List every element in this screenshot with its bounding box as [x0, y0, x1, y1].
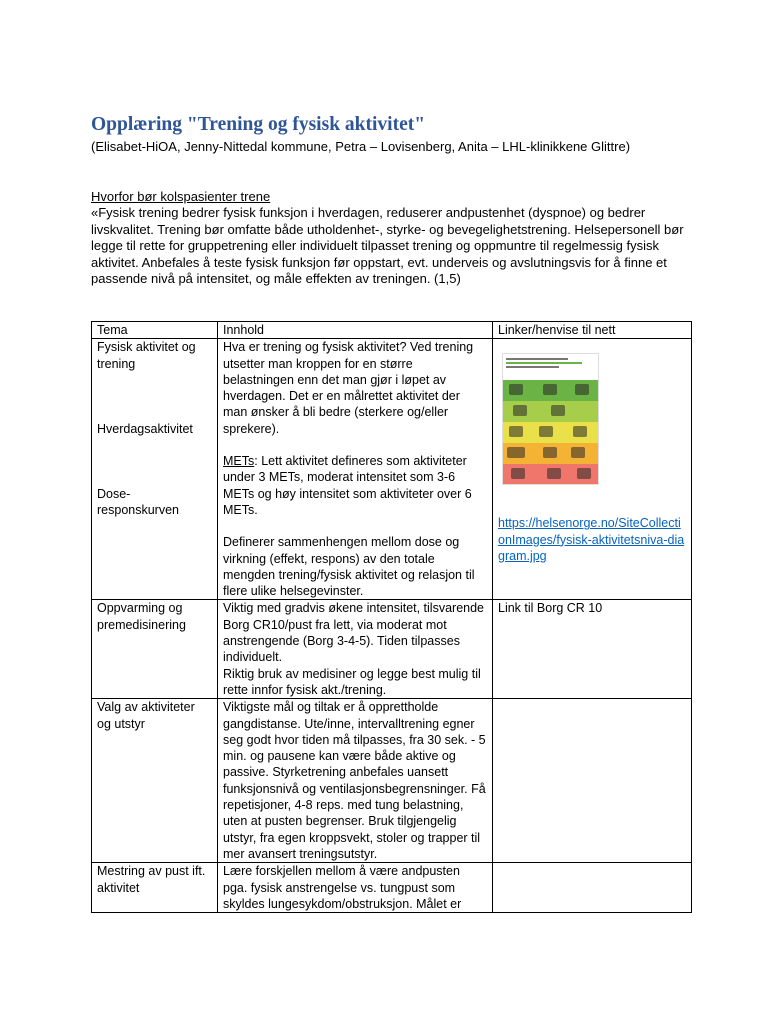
borg-link-cell[interactable]: Link til Borg CR 10 — [493, 600, 692, 699]
document-page — [91, 113, 691, 911]
innhold-dose-text: Definerer sammenhengen mellom dose og virkning (effekt, respons) av den totale mengden trening/fysisk aktivitet og relasjon til flere ulike helsegevinster. — [223, 535, 475, 599]
innhold-cell — [218, 600, 493, 699]
link-cell — [493, 339, 692, 600]
document-title: Opplæring "Trening og fysisk aktivitet" — [91, 114, 426, 135]
innhold-medisiner-text: Riktig bruk av medisiner og legge best mulig til rette innfor fysisk akt./trening. — [223, 666, 481, 697]
authors-line: (Elisabet-HiOA, Jenny-Nittedal kommune, Petra – Lovisenberg, Anita – LHL-klinikkene Glittre) — [91, 139, 631, 154]
tema-mestring-pust: Mestring av pust ift. aktivitet — [92, 863, 218, 913]
activity-level-infographic-image — [502, 353, 599, 485]
header-tema: Tema — [92, 322, 218, 339]
innhold-trening-text: Hva er trening og fysisk aktivitet? Ved trening utsetter man kroppen for en større belastningen enn det man gjør i løpet av hverdagen. Det er en målrettet aktivitet der man ønsker å bli bedre (sterkere og/eller sprekere). — [223, 340, 474, 436]
intro-paragraph: «Fysisk trening bedrer fysisk funksjon i hverdagen, reduserer andpustenhet (dyspnoe) og bedrer livskvalitet. Trening bør omfatte både utholdenhet-, styrke- og bevegelighetstrening. Helsepersonell bør legge til rette for gruppetrening eller individuelt tilpasset trening og oppmuntre til regelmessig fysisk aktivitet. Anbefales å teste fysisk funksjon før oppstart, evt. underveis og avslutningsvis for å finne et passende nivå på intensitet, og måle effekten av treningen. (1,5) — [91, 205, 684, 286]
table-row — [92, 863, 692, 913]
table-row — [92, 339, 692, 600]
table-row — [92, 699, 692, 863]
training-table — [91, 321, 692, 913]
section-heading: Hvorfor bør kolspasienter trene — [91, 189, 271, 204]
header-innhold: Innhold — [218, 322, 493, 339]
innhold-mestring-text: Lære forskjellen mellom å være andpusten pga. fysisk anstrengelse vs. tungpust som skyldes lungesykdom/obstruksjon. Målet er — [218, 863, 493, 913]
tema-cell — [92, 339, 218, 600]
table-header-row — [92, 322, 692, 339]
table-row — [92, 600, 692, 699]
innhold-cell — [218, 339, 493, 600]
empty-link-cell — [493, 863, 692, 913]
header-linker: Linker/henvise til nett — [493, 322, 692, 339]
tema-oppvarming: Oppvarming og premedisinering — [92, 600, 218, 699]
tema-valg-aktiviteter: Valg av aktiviteter og utstyr — [92, 699, 218, 863]
innhold-oppvarming-text: Viktig med gradvis økene intensitet, tilsvarende Borg CR10/pust fra lett, via moderat mot anstrengende (Borg 3-4-5). Tiden tilpasses individuelt. — [223, 601, 485, 665]
mets-term: METs — [223, 454, 255, 469]
tema-dose-respons: Dose-responskurven — [97, 487, 179, 518]
innhold-valg-text: Viktigste mål og tiltak er å opprettholde gangdistanse. Ute/inne, intervalltrening egner seg godt hvor tiden må tilpasses, fra 30 sek. - 5 min. og pausene kan være både aktive og passive. Styrketrening anbefales uansett funksjonsnivå og ventilasjonsbegrensninger. Få repetisjoner, 4-8 reps. med tung belastning, uten at pusten begrenser. Bruk tilgjengelig utstyr, fra egen kroppsvekt, stoler og trapper til mer avansert treningsutstyr. — [218, 699, 493, 863]
empty-link-cell — [493, 699, 692, 863]
tema-hverdagsaktivitet: Hverdagsaktivitet — [97, 421, 193, 436]
innhold-mets-text — [223, 453, 487, 518]
tema-fysisk-aktivitet: Fysisk aktivitet og trening — [97, 340, 196, 371]
mets-definition: : Lett aktivitet defineres som aktiviteter under 3 METs, moderat intensitet som 3-6 METs og høy intensitet som aktiviteter over 6 METs. — [223, 454, 472, 517]
helsenorge-diagram-link[interactable]: https://helsenorge.no/SiteCollectionImages/fysisk-aktivitetsniva-diagram.jpg — [498, 516, 685, 563]
